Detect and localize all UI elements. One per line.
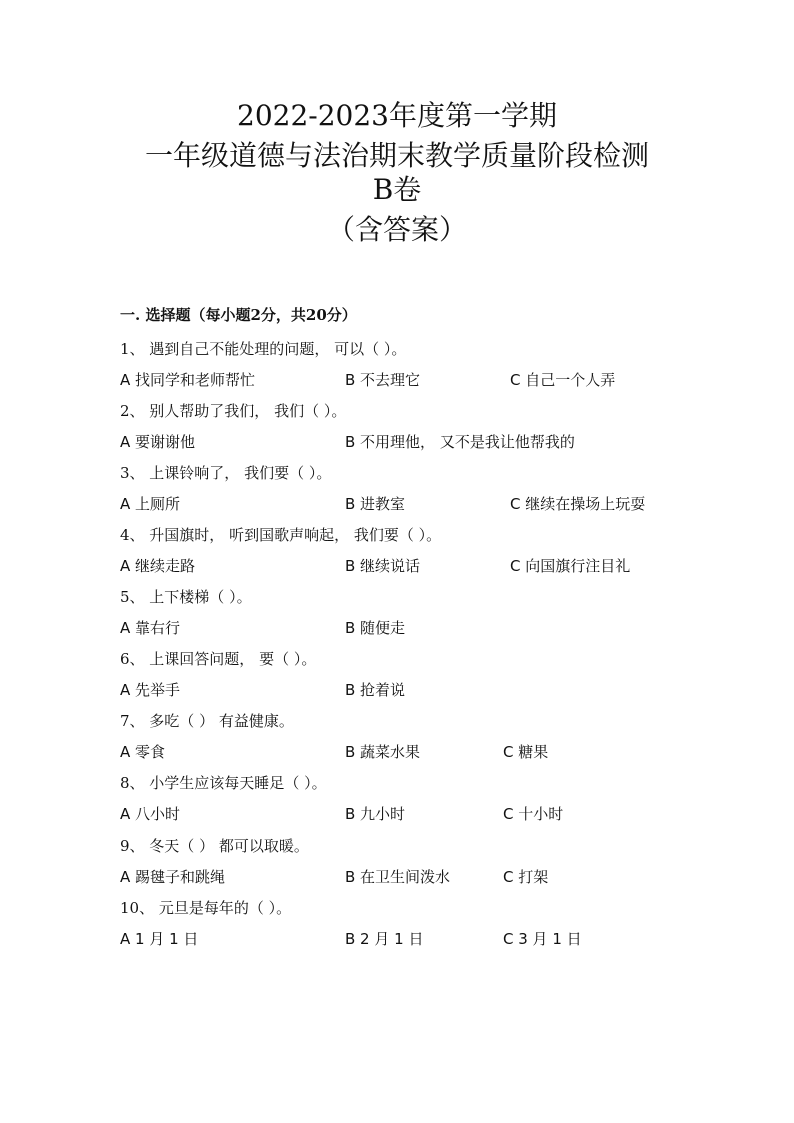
option-8c: C 十小时	[503, 805, 564, 823]
option-5b: B 随便走	[345, 619, 406, 637]
option-1c: C 自己一个人弄	[510, 371, 616, 389]
question-7: 7、 多吃（ ） 有益健康。	[120, 712, 294, 730]
question-5: 5、 上下楼梯（ ）。	[120, 588, 252, 606]
option-4b: B 继续说话	[345, 557, 421, 575]
option-7c: C 糖果	[503, 743, 549, 761]
option-6a: A 先举手	[120, 681, 181, 699]
option-10a: A 1 月 1 日	[120, 930, 199, 948]
option-9b: B 在卫生间泼水	[345, 868, 451, 886]
option-10c: C 3 月 1 日	[503, 930, 582, 948]
exam-title-line-2: 一年级道德与法治期末教学质量阶段检测	[144, 139, 649, 172]
option-8b: B 九小时	[345, 805, 406, 823]
option-1a: A 找同学和老师帮忙	[120, 371, 256, 389]
option-3b: B 进教室	[345, 495, 406, 513]
option-9c: C 打架	[503, 868, 549, 886]
question-1: 1、 遇到自己不能处理的问题， 可以（ ）。	[120, 340, 407, 358]
question-6: 6、 上课回答问题， 要（ ）。	[120, 650, 317, 668]
question-4: 4、 升国旗时， 听到国歌声响起， 我们要（ ）。	[120, 526, 442, 544]
option-4c: C 向国旗行注目礼	[510, 557, 631, 575]
option-4a: A 继续走路	[120, 557, 196, 575]
exam-title-line-3: B卷	[372, 173, 422, 206]
option-6b: B 抢着说	[345, 681, 406, 699]
option-3a: A 上厕所	[120, 495, 181, 513]
option-2b: B 不用理他， 又不是我让他帮我的	[345, 433, 575, 451]
question-8: 8、 小学生应该每天睡足（ ）。	[120, 774, 327, 792]
option-1b: B 不去理它	[345, 371, 421, 389]
question-3: 3、 上课铃响了， 我们要（ ）。	[120, 464, 332, 482]
exam-title-line-4: （含答案）	[326, 213, 467, 246]
option-7b: B 蔬菜水果	[345, 743, 421, 761]
section-heading: 一. 选择题（每小题2分，共20分）	[120, 306, 357, 324]
option-7a: A 零食	[120, 743, 166, 761]
option-8a: A 八小时	[120, 805, 181, 823]
option-9a: A 踢毽子和跳绳	[120, 868, 226, 886]
exam-title-line-1: 2022-2023年度第一学期	[237, 99, 557, 132]
option-5a: A 靠右行	[120, 619, 181, 637]
option-2a: A 要谢谢他	[120, 433, 196, 451]
option-10b: B 2 月 1 日	[345, 930, 424, 948]
question-10: 10、 元旦是每年的（ ）。	[120, 899, 292, 917]
question-9: 9、 冬天（ ） 都可以取暖。	[120, 837, 309, 855]
question-2: 2、 别人帮助了我们， 我们（ ）。	[120, 402, 347, 420]
option-3c: C 继续在操场上玩耍	[510, 495, 646, 513]
